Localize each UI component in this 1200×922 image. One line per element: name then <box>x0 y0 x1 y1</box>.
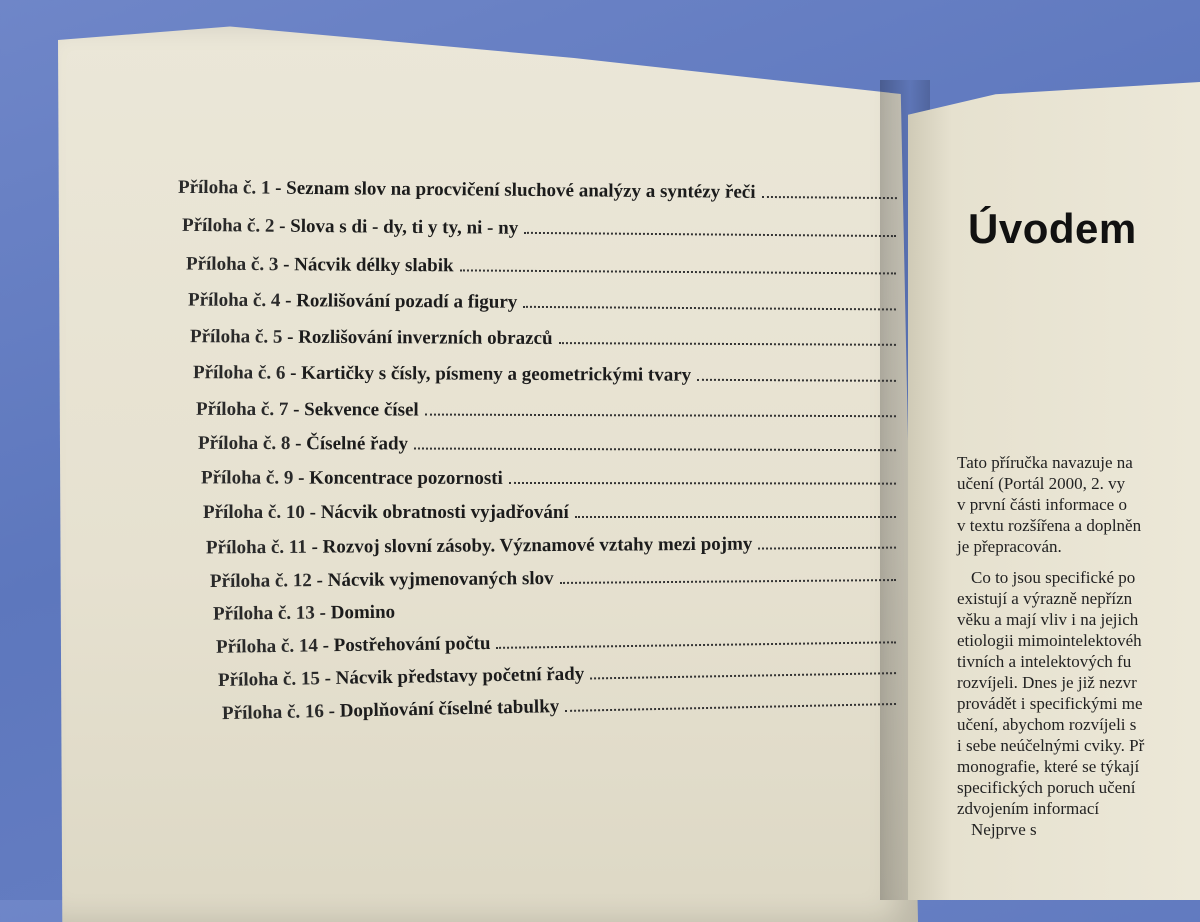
text-line: je přepracován. <box>957 537 1062 556</box>
toc-entry: Příloha č. 6 - Kartičky s čísly, písmeny a geometrickými tvary <box>193 362 902 388</box>
toc-entry: Příloha č. 7 - Sekvence čísel <box>196 399 902 423</box>
text-line: etiologii mimointelektovéh <box>957 631 1142 650</box>
toc-entry: Příloha č. 11 - Rozvoj slovní zásoby. Významové vztahy mezi pojmy <box>206 533 902 560</box>
text-line: i sebe neúčelnými cviky. Př <box>957 736 1145 755</box>
toc-entry: Příloha č. 2 - Slova s di - dy, ti y ty, ni - ny <box>182 215 902 243</box>
text-line <box>957 557 1200 567</box>
dot-leader <box>575 516 896 518</box>
toc-entry: Příloha č. 16 - Doplňování číselné tabulky <box>222 689 902 725</box>
text-line: učení (Portál 2000, 2. vy <box>957 474 1126 493</box>
toc-entry: Příloha č. 13 - Domino <box>212 601 396 625</box>
dot-leader <box>590 672 896 679</box>
toc-entry: Příloha č. 14 - Postřehování počtu <box>216 627 902 659</box>
text-line: věku a mají vliv i na jejich <box>957 610 1139 629</box>
dot-leader <box>560 579 896 584</box>
text-line: existují a výrazně nepřízn <box>957 589 1133 608</box>
dot-leader <box>425 414 896 418</box>
text-line: rozvíjeli. Dnes je již nezvr <box>957 673 1137 692</box>
text-line: tivních a intelektových fu <box>957 652 1132 671</box>
text-line: zdvojením informací <box>957 799 1100 818</box>
toc-entry: Příloha č. 15 - Nácvik představy početní řady <box>218 658 902 692</box>
text-line: provádět i specifickými me <box>957 694 1143 713</box>
dot-leader <box>697 379 896 382</box>
toc-entry: Příloha č. 5 - Rozlišování inverzních obrazců <box>190 326 902 352</box>
text-line: Nejprve s <box>971 820 1037 839</box>
dot-leader <box>414 448 896 452</box>
toc-entry: Příloha č. 8 - Číselné řady <box>198 433 902 457</box>
dot-leader <box>758 547 896 550</box>
toc-entry: Příloha č. 12 - Nácvik vyjmenovaných slov <box>210 565 902 593</box>
text-line: v první části informace o <box>957 495 1127 514</box>
toc-entry: Příloha č. 9 - Koncentrace pozornosti <box>201 467 902 490</box>
text-line: monografie, které se týkají <box>957 757 1140 776</box>
toc-entry: Příloha č. 3 - Nácvik délky slabik <box>186 254 902 281</box>
dot-leader <box>496 641 896 649</box>
dot-leader <box>460 269 896 274</box>
text-line: učení, abychom rozvíjeli s <box>957 715 1137 734</box>
toc-entry: Příloha č. 10 - Nácvik obratnosti vyjadřování <box>203 502 902 524</box>
dot-leader <box>524 232 896 237</box>
page-heading: Úvodem <box>968 205 1137 252</box>
toc-entry: Příloha č. 1 - Seznam slov na procvičení sluchové analýzy a syntézy řeči <box>178 177 903 205</box>
text-line: Co to jsou specifické po <box>971 568 1136 587</box>
dot-leader <box>761 196 896 199</box>
intro-body-text <box>957 452 1200 840</box>
dot-leader <box>559 342 896 346</box>
dot-leader <box>565 703 896 712</box>
dot-leader <box>509 482 896 485</box>
dot-leader <box>523 306 896 311</box>
text-line: Tato příručka navazuje na <box>957 453 1133 472</box>
toc-entry: Příloha č. 4 - Rozlišování pozadí a figury <box>188 290 902 317</box>
text-line: specifických poruch učení <box>957 778 1136 797</box>
text-line: v textu rozšířena a doplněn <box>957 516 1142 535</box>
